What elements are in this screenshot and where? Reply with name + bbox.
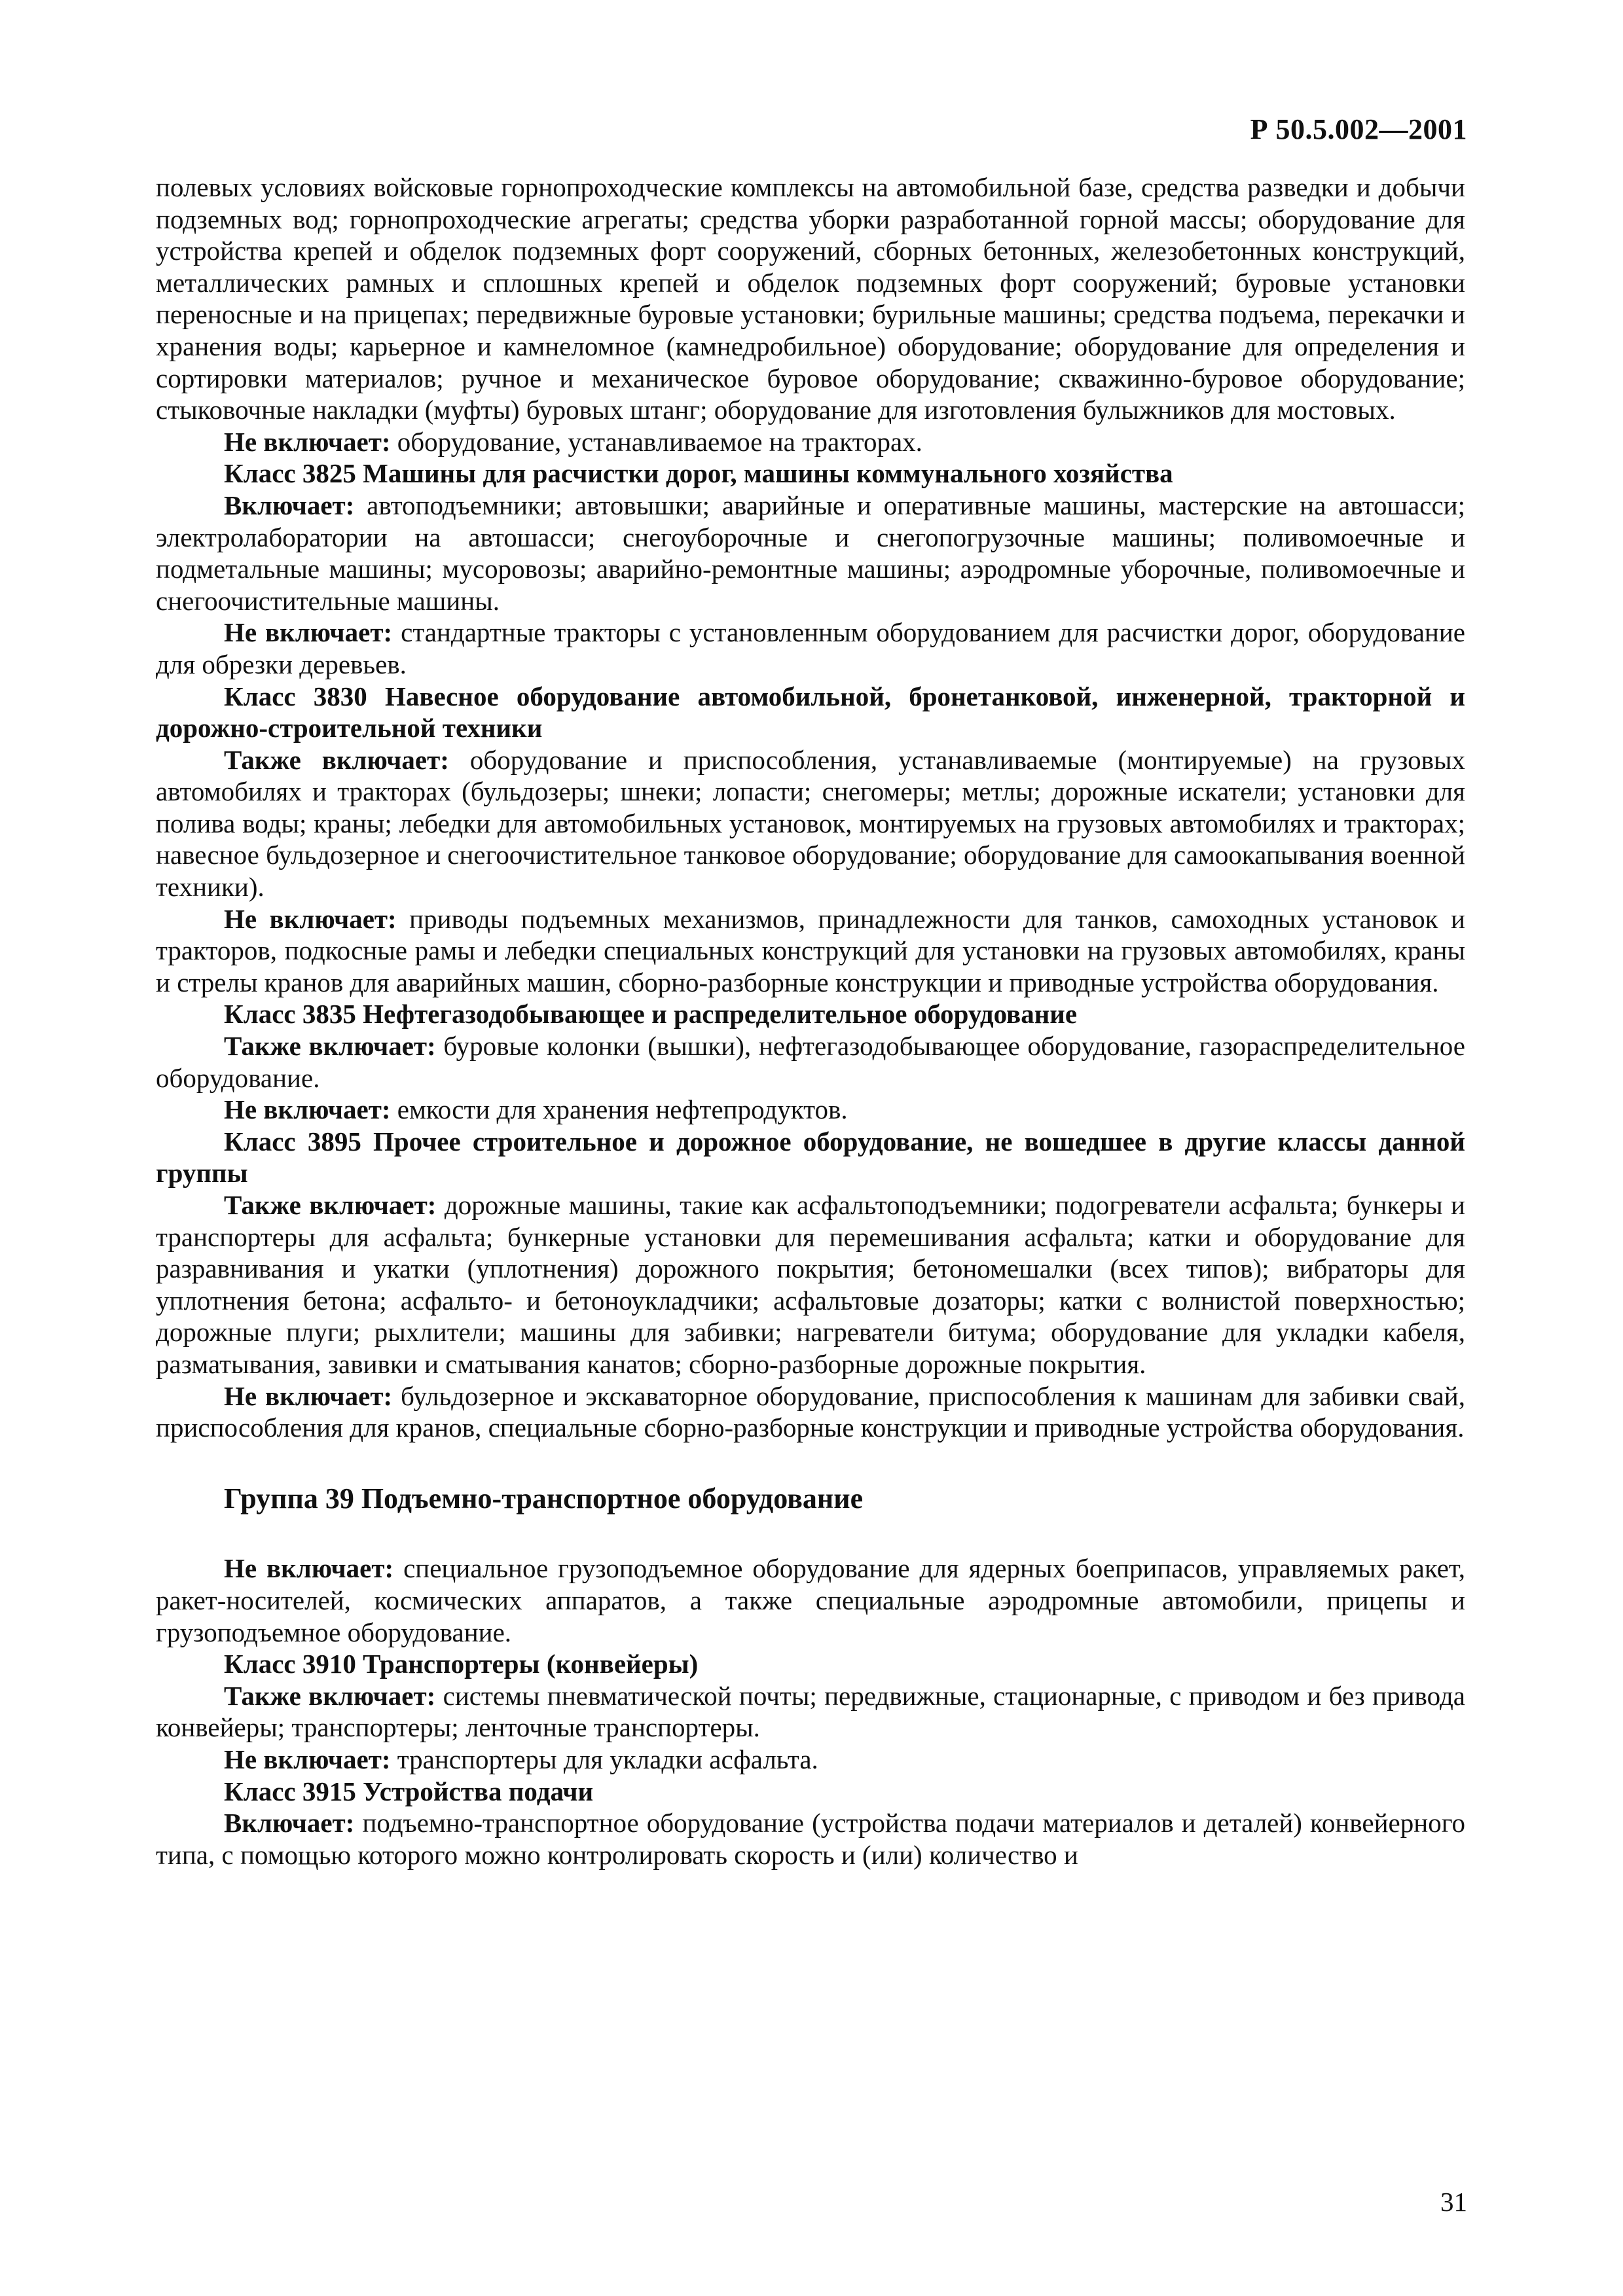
inclusion-paragraph xyxy=(156,1189,1465,1380)
paragraph-label: Не включает: xyxy=(224,1380,393,1411)
paragraph-text: автоподъемники; автовышки; аварийные и оперативные машины, мастерские на автошасси; электролаборатории на автошасси; снегоуборочные и снегопогрузочные машины; поливомоечные и подметальные машины; мусоровозы; аварийно-ремонтные машины; аэродромные уборочные, поливомоечные и снегоочистительные машины. xyxy=(156,490,1465,616)
inclusion-paragraph xyxy=(156,1030,1465,1094)
inclusion-paragraph xyxy=(156,744,1465,903)
paragraph-text: дорожные машины, такие как асфальтоподъемники; подогреватели асфальта; бункеры и транспортеры для асфальта; бункерные установки для перемешивания асфальта; катки и оборудование для разравнивания и укатки (уплотнения) дорожного покрытия; бетономешалки (всех типов); вибраторы для уплотнения бетона; асфальто- и бетоноукладчики; асфальтовые дозаторы; катки с волнистой поверхностью; дорожные плуги; рыхлители; машины для забивки; нагреватели битума; оборудование для укладки кабеля, разматывания, завивки и сматывания канатов; сборно-разборные дорожные покрытия. xyxy=(156,1190,1465,1379)
exclusion-paragraph xyxy=(156,1094,1465,1126)
inclusion-paragraph xyxy=(156,490,1465,617)
paragraph-label: Включает: xyxy=(224,1808,355,1839)
paragraph-label: Также включает: xyxy=(224,744,449,775)
class-heading-3830: Класс 3830 Навесное оборудование автомобильной, бронетанковой, инженерной, тракторной и дорожно-строительной техники xyxy=(156,681,1465,744)
group-heading-39: Группа 39 Подъемно-транспортное оборудование xyxy=(224,1482,864,1515)
paragraph-label: Также включает: xyxy=(224,1680,436,1711)
paragraph-label: Включает: xyxy=(224,490,355,520)
paragraph-text: подъемно-транспортное оборудование (устройства подачи материалов и деталей) конвейерного типа, с помощью которого можно контролировать скорость и (или) количество и xyxy=(156,1808,1465,1870)
paragraph-text: приводы подъемных механизмов, принадлежности для танков, самоходных установок и тракторов, подкосные рамы и лебедки специальных конструкций для установки на грузовых автомобилях, краны и стрелы кранов для аварийных машин, сборно-разборные конструкции и приводные устройства оборудования. xyxy=(156,903,1465,997)
paragraph-label: Не включает: xyxy=(224,426,391,457)
class-heading-3895: Класс 3895 Прочее строительное и дорожное оборудование, не вошедшее в другие классы данной группы xyxy=(156,1126,1465,1189)
paragraph-label: Не включает: xyxy=(224,1553,394,1584)
document-body xyxy=(156,171,1465,1871)
paragraph-label: Не включает: xyxy=(224,1744,391,1774)
class-heading-3825: Класс 3825 Машины для расчистки дорог, машины коммунального хозяйства xyxy=(224,458,1173,489)
paragraph-label: Также включает: xyxy=(224,1031,436,1062)
class-heading-3915: Класс 3915 Устройства подачи xyxy=(224,1776,594,1806)
paragraph: полевых условиях войсковые горнопроходческие комплексы на автомобильной базе, средства разведки и добычи подземных вод; горнопроходческие агрегаты; средства уборки разработанной горной массы; оборудование для устройства крепей и обделок подземных форт сооружений, сборных бетонных, железобетонных конструкций, металлических рамных и сплошных крепей и обделок подземных форт сооружений; буровые установки переносные и на прицепах; передвижные буровые установки; бурильные машины; средства подъема, перекачки и хранения воды; карьерное и камнеломное (камнедробильное) оборудование; оборудование для определения и сортировки материалов; ручное и механическое буровое оборудование; скважинно-буровое оборудование; стыковочные накладки (муфты) буровых штанг; оборудование для изготовления булыжников для мостовых. xyxy=(156,172,1465,425)
paragraph-text: специальное грузоподъемное оборудование для ядерных боеприпасов, управляемых ракет, ракет-носителей, космических аппаратов, а также специальные аэродромные автомобили, прицепы и грузоподъемное оборудование. xyxy=(156,1553,1465,1647)
paragraph-label: Не включает: xyxy=(224,617,393,648)
exclusion-paragraph xyxy=(156,426,1465,458)
exclusion-paragraph xyxy=(156,903,1465,999)
page-number: 31 xyxy=(1440,2187,1467,2217)
exclusion-paragraph xyxy=(156,1552,1465,1648)
paragraph-text: емкости для хранения нефтепродуктов. xyxy=(390,1094,848,1125)
paragraph-label: Также включает: xyxy=(224,1190,437,1220)
paragraph-label: Не включает: xyxy=(224,1094,391,1125)
class-heading-3910: Класс 3910 Транспортеры (конвейеры) xyxy=(224,1649,699,1679)
paragraph-text: стандартные тракторы с установленным оборудованием для расчистки дорог, оборудование для обрезки деревьев. xyxy=(156,617,1465,679)
inclusion-paragraph xyxy=(156,1680,1465,1744)
paragraph-label: Не включает: xyxy=(224,903,397,934)
paragraph-text: системы пневматической почты; передвижные, стационарные, с приводом и без привода конвейеры; транспортеры; ленточные транспортеры. xyxy=(156,1680,1465,1743)
paragraph-text: буровые колонки (вышки), нефтегазодобывающее оборудование, газораспределительное оборудование. xyxy=(156,1031,1465,1093)
exclusion-paragraph xyxy=(156,1380,1465,1444)
exclusion-paragraph xyxy=(156,617,1465,680)
paragraph-text: оборудование, устанавливаемое на тракторах. xyxy=(390,426,922,457)
inclusion-paragraph xyxy=(156,1807,1465,1871)
paragraph-text: оборудование и приспособления, устанавливаемые (монтируемые) на грузовых автомобилях и тракторах (бульдозеры; шнеки; лопасти; снегомеры; метлы; дорожные искатели; установки для полива воды; краны; лебедки для автомобильных установок, монтируемых на грузовых автомобилях и тракторах; навесное бульдозерное и снегоочистительное танковое оборудование; оборудование для самоокапывания военной техники). xyxy=(156,744,1466,903)
exclusion-paragraph xyxy=(156,1744,1465,1776)
paragraph-text: бульдозерное и экскаваторное оборудование, приспособления к машинам для забивки свай, приспособления для кранов, специальные сборно-разборные конструкции и приводные устройства оборудования. xyxy=(156,1380,1465,1443)
document-code: Р 50.5.002—2001 xyxy=(1250,113,1467,145)
paragraph-text: транспортеры для укладки асфальта. xyxy=(390,1744,818,1774)
class-heading-3835: Класс 3835 Нефтегазодобывающее и распределительное оборудование xyxy=(224,999,1078,1030)
